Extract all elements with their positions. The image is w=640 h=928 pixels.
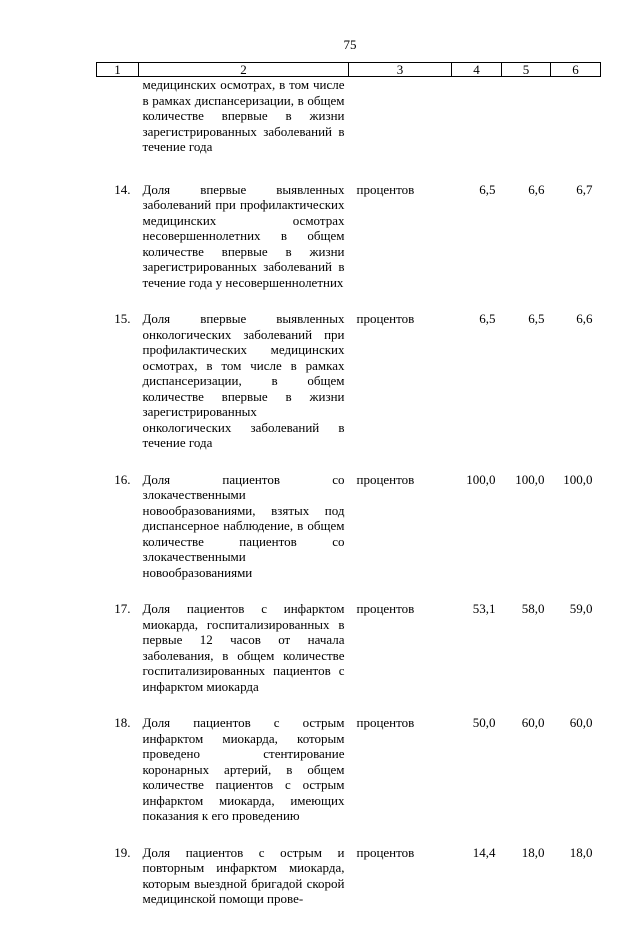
row-number: 14. bbox=[114, 181, 131, 197]
page-number: 75 bbox=[343, 37, 357, 52]
continuation-num bbox=[97, 77, 139, 182]
row-unit: процентов bbox=[356, 715, 415, 730]
row-value-1: 6,5 bbox=[479, 181, 496, 197]
row-number: 17. bbox=[114, 601, 131, 616]
row-number: 19. bbox=[114, 844, 131, 860]
table-row bbox=[97, 715, 601, 845]
table-row bbox=[97, 182, 601, 312]
row-value-3: 6,6 bbox=[576, 311, 593, 326]
continuation-unit bbox=[349, 77, 452, 182]
row-value-2: 6,5 bbox=[528, 311, 545, 326]
row-value-3: 18,0 bbox=[569, 844, 593, 860]
row-value-1: 6,5 bbox=[479, 311, 496, 326]
row-unit: процентов bbox=[356, 471, 415, 487]
row-value-1: 14,4 bbox=[472, 844, 496, 860]
row-description: Доля пациентов со злокачественными новообразованиями, взятых под диспансерное наблюдение, в общем количестве пациентов со злокачественными новообразованиями bbox=[142, 471, 345, 580]
table-row bbox=[97, 472, 601, 602]
header-col-6: 6 bbox=[551, 63, 601, 77]
row-value-2: 18,0 bbox=[521, 844, 545, 860]
table-row bbox=[97, 845, 601, 928]
row-unit: процентов bbox=[356, 844, 415, 860]
header-col-3: 3 bbox=[349, 63, 452, 77]
row-number: 15. bbox=[114, 311, 131, 326]
row-value-2: 100,0 bbox=[515, 471, 545, 487]
header-col-2: 2 bbox=[139, 63, 349, 77]
row-description: Доля пациентов с острым и повторным инфарктом миокарда, которым выездной бригадой скорой медицинской помощи прове- bbox=[142, 844, 345, 906]
row-value-3: 100,0 bbox=[563, 471, 593, 487]
row-description: Доля впервые выявленных онкологических заболеваний при профилактических медицинских осмотрах, в том числе в рамках диспансеризации, в общем количестве впервые в жизни зарегистрированных онкологических заболеваний в течение года bbox=[142, 311, 345, 450]
row-description: Доля впервые выявленных заболеваний при профилактических медицинских осмотрах несовершеннолетних в общем количестве впервые в жизни зарегистрированных заболеваний в течение года у несовершеннолетних bbox=[142, 181, 345, 290]
row-unit: процентов bbox=[356, 181, 415, 197]
table-body bbox=[97, 77, 601, 928]
table-row bbox=[97, 601, 601, 715]
row-value-3: 59,0 bbox=[569, 601, 593, 616]
row-number: 16. bbox=[114, 471, 131, 487]
continuation-v1 bbox=[452, 77, 502, 182]
row-value-2: 60,0 bbox=[521, 715, 545, 730]
row-value-3: 60,0 bbox=[569, 715, 593, 730]
continuation-v2 bbox=[502, 77, 551, 182]
row-value-2: 58,0 bbox=[521, 601, 545, 616]
header-col-1: 1 bbox=[97, 63, 139, 77]
header-row bbox=[97, 63, 601, 77]
row-value-2: 6,6 bbox=[528, 181, 545, 197]
indicators-table bbox=[96, 62, 601, 928]
row-description: Доля пациентов с инфарктом миокарда, госпитализированных в первые 12 часов от начала заболевания, в общем количестве госпитализированных пациентов с инфарктом миокарда bbox=[142, 601, 345, 694]
header-col-4: 4 bbox=[452, 63, 502, 77]
row-description: Доля пациентов с острым инфарктом миокарда, которым проведено стентирование коронарных артерий, в общем количестве пациентов с острым инфарктом миокарда, имеющих показания к его проведению bbox=[142, 715, 345, 823]
row-number: 18. bbox=[114, 715, 131, 730]
continuation-row bbox=[97, 77, 601, 182]
table-header bbox=[97, 63, 601, 77]
row-value-3: 6,7 bbox=[576, 181, 593, 197]
table-row bbox=[97, 311, 601, 472]
continuation-v3 bbox=[551, 77, 601, 182]
row-value-1: 100,0 bbox=[466, 471, 496, 487]
row-unit: процентов bbox=[356, 601, 415, 616]
row-value-1: 50,0 bbox=[472, 715, 496, 730]
header-col-5: 5 bbox=[502, 63, 551, 77]
row-unit: процентов bbox=[356, 311, 415, 326]
continuation-text: медицинских осмотрах, в том числе в рамках диспансеризации, в общем количестве впервые в жизни зарегистрированных заболеваний в течение года bbox=[142, 77, 345, 154]
row-value-1: 53,1 bbox=[472, 601, 496, 616]
